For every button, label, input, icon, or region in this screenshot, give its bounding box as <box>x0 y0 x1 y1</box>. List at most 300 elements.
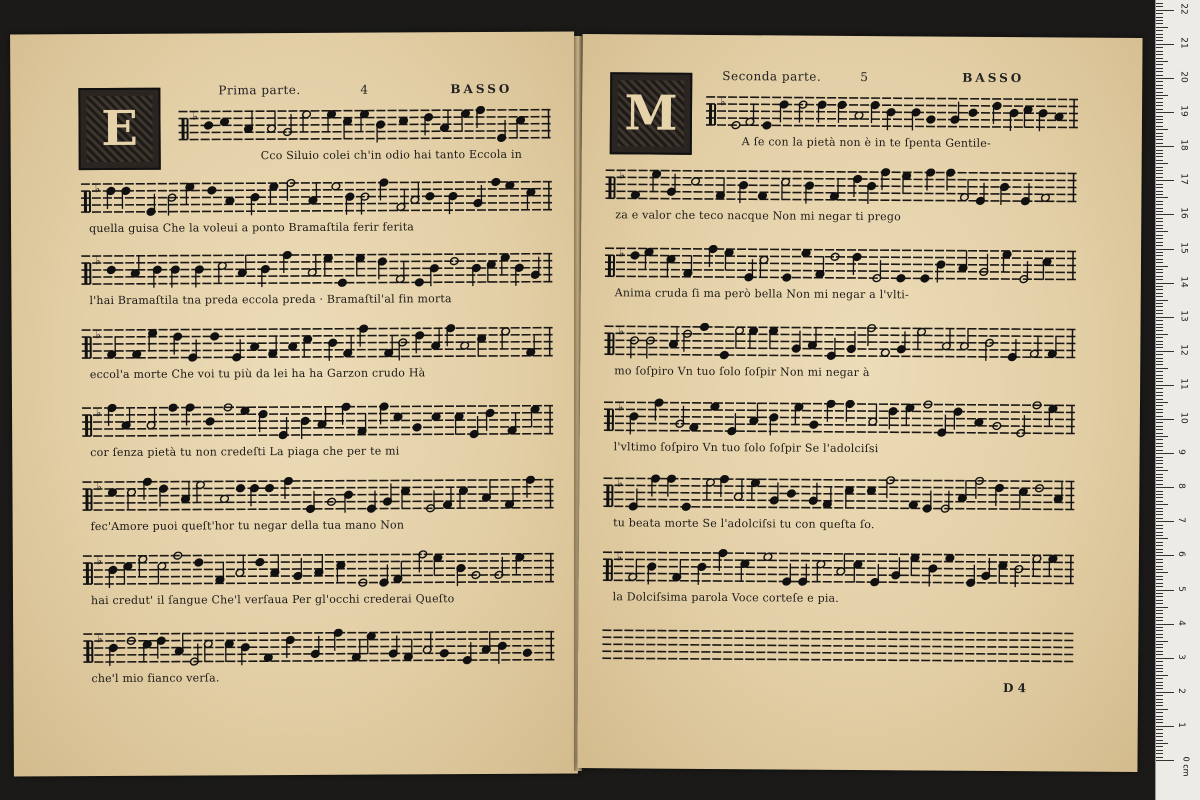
ruler-tick <box>1156 71 1163 72</box>
ruler-tick <box>1156 607 1168 608</box>
lyric-line: fec'Amore puoi queſt'hor tu negar della tua mano Non <box>90 518 405 534</box>
lyric-line: la Dolciſsima parola Voce corteſe e pia. <box>612 590 840 605</box>
ruler-tick <box>1156 81 1163 82</box>
ruler-number: 21 <box>1178 37 1189 49</box>
ruler-unit-label: 0 cm <box>1181 756 1191 777</box>
svg-text:♭: ♭ <box>96 554 103 568</box>
page-number: 5 <box>860 69 869 85</box>
music-staff <box>83 550 555 592</box>
music-staff <box>706 93 1078 136</box>
ruler-tick <box>1156 208 1163 209</box>
music-staff <box>82 324 554 366</box>
ruler-tick <box>1156 740 1163 741</box>
ruler-number: 10 <box>1178 412 1189 424</box>
ruler-tick <box>1156 579 1163 580</box>
ruler-tick <box>1156 460 1163 461</box>
music-staff <box>82 476 554 518</box>
ruler-tick <box>1156 729 1163 730</box>
ruler-tick <box>1156 757 1163 758</box>
ruler-tick <box>1156 160 1163 161</box>
ruler-tick <box>1156 583 1163 584</box>
ruler-number: 13 <box>1178 309 1189 322</box>
ruler-tick <box>1156 266 1168 267</box>
ruler-tick <box>1156 562 1163 563</box>
ruler-tick <box>1156 474 1163 475</box>
ruler-tick <box>1156 378 1163 379</box>
ruler-tick <box>1156 572 1168 573</box>
ruler-tick <box>1156 627 1163 628</box>
ruler-tick <box>1156 688 1163 689</box>
ruler-tick <box>1156 419 1174 420</box>
ruler-tick <box>1156 173 1163 174</box>
ruler-tick <box>1156 644 1163 645</box>
ruler-tick <box>1156 569 1163 570</box>
ruler-tick <box>1156 491 1163 492</box>
ruler-tick <box>1156 647 1163 648</box>
ruler-tick <box>1156 630 1163 631</box>
ruler-tick <box>1156 259 1163 260</box>
ruler-number: 9 <box>1175 449 1186 455</box>
ruler-tick <box>1156 17 1163 18</box>
ruler-tick <box>1156 289 1163 290</box>
ruler-tick <box>1156 436 1168 437</box>
ruler-tick <box>1156 146 1174 147</box>
ruler-tick <box>1156 610 1163 611</box>
ruler-tick <box>1156 388 1163 389</box>
ruler-number: 16 <box>1178 207 1189 220</box>
ruler-tick <box>1156 501 1163 502</box>
ruler-tick <box>1156 98 1163 99</box>
ruler-number: 12 <box>1178 344 1189 356</box>
ruler-tick <box>1156 429 1163 430</box>
ruler-tick <box>1156 354 1163 355</box>
ruler-tick <box>1156 64 1163 65</box>
ruler-tick <box>1156 133 1163 134</box>
lyric-line: Cco Siluio colei ch'in odio hai tanto Eccola in <box>260 147 523 163</box>
music-staff <box>604 322 1076 365</box>
ruler-tick <box>1156 272 1163 273</box>
ruler-tick <box>1156 262 1163 263</box>
ruler-tick <box>1156 30 1163 31</box>
ruler-tick <box>1156 620 1163 621</box>
ruler-tick <box>1156 385 1174 386</box>
ruler-tick <box>1156 364 1163 365</box>
ruler-tick <box>1156 68 1163 69</box>
ruler-tick <box>1156 58 1163 59</box>
ruler-tick <box>1156 371 1163 372</box>
ruler-tick <box>1156 525 1163 526</box>
ruler-tick <box>1156 405 1163 406</box>
ruler-tick <box>1156 470 1168 471</box>
ruler-tick <box>1156 341 1163 342</box>
lyric-line: quella guisa Che la voleui a ponto Bramaſtila ferir ferita <box>89 220 415 236</box>
ruler-tick <box>1156 665 1163 666</box>
ruler-tick <box>1156 225 1163 226</box>
ruler-tick <box>1156 450 1163 451</box>
ruler-tick <box>1156 197 1168 198</box>
svg-text:♭: ♭ <box>618 324 624 338</box>
measuring-ruler <box>1155 0 1200 800</box>
lyric-line: A ſe con la pietà non è in te ſpenta Gentile- <box>741 135 991 150</box>
ruler-tick <box>1156 105 1163 106</box>
ruler-tick <box>1156 637 1163 638</box>
ruler-tick <box>1156 276 1163 277</box>
ruler-tick <box>1156 351 1174 352</box>
page-number: 4 <box>360 82 369 97</box>
ruler-tick <box>1156 668 1163 669</box>
ruler-tick <box>1156 170 1163 171</box>
ruler-tick <box>1156 746 1163 747</box>
svg-text:♭: ♭ <box>618 246 625 260</box>
ruler-tick <box>1156 552 1163 553</box>
ruler-tick <box>1156 433 1163 434</box>
ruler-tick <box>1156 702 1163 703</box>
ruler-tick <box>1156 324 1163 325</box>
ruler-tick <box>1156 518 1163 519</box>
ruler-tick <box>1156 634 1163 635</box>
ruler-tick <box>1156 61 1168 62</box>
svg-text:♭: ♭ <box>720 95 726 109</box>
ruler-tick <box>1156 392 1163 393</box>
ruler-tick <box>1156 112 1174 113</box>
ruler-tick <box>1156 116 1163 117</box>
ruler-tick <box>1156 695 1163 696</box>
ruler-tick <box>1156 102 1163 103</box>
ruler-tick <box>1156 743 1168 744</box>
ruler-tick <box>1156 296 1163 297</box>
ruler-tick <box>1156 457 1163 458</box>
music-staff <box>605 244 1077 287</box>
ruler-tick <box>1156 709 1168 710</box>
ruler-tick <box>1156 705 1163 706</box>
ruler-tick <box>1156 238 1163 239</box>
ruler-tick <box>1156 722 1163 723</box>
part-label: Seconda parte. <box>722 69 822 84</box>
ruler-tick <box>1156 555 1174 556</box>
ruler-tick <box>1156 480 1163 481</box>
lyric-line: l'vltimo ſoſpiro Vn tuo ſolo ſoſpir Se l'adolciſsi <box>613 440 879 456</box>
ruler-tick <box>1156 218 1163 219</box>
ruler-tick <box>1156 613 1163 614</box>
music-staff <box>83 628 555 670</box>
ruler-tick <box>1156 139 1163 140</box>
ruler-tick <box>1156 716 1163 717</box>
ruler-tick <box>1156 293 1163 294</box>
ruler-tick <box>1156 358 1163 359</box>
lyric-line: za e valor che teco nacque Non mi negar ti prego <box>615 208 902 224</box>
ruler-tick <box>1156 10 1174 11</box>
ruler-tick <box>1156 88 1163 89</box>
ruler-tick <box>1156 535 1163 536</box>
music-staff <box>603 474 1075 517</box>
ruler-tick <box>1156 521 1174 522</box>
ruler-tick <box>1156 538 1168 539</box>
ruler-number: 7 <box>1175 517 1186 524</box>
ruler-tick <box>1156 191 1163 192</box>
voice-label: BASSO <box>450 81 513 97</box>
voice-label: BASSO <box>962 70 1025 86</box>
ruler-tick <box>1156 658 1174 659</box>
ruler-number: 8 <box>1175 483 1186 490</box>
ruler-tick <box>1156 682 1163 683</box>
ruler-tick <box>1156 313 1163 314</box>
ruler-tick <box>1156 504 1168 505</box>
ruler-tick <box>1156 426 1163 427</box>
ruler-tick <box>1156 590 1174 591</box>
ruler-tick <box>1156 235 1163 236</box>
ruler-tick <box>1156 37 1163 38</box>
svg-text:♭: ♭ <box>95 328 101 342</box>
lyric-line: cor ſenza pietà tu non credeſti La piaga che per te mi <box>90 444 400 460</box>
ruler-tick <box>1156 443 1163 444</box>
music-staff <box>604 398 1076 441</box>
ruler-tick <box>1156 641 1168 642</box>
ruler-tick <box>1156 27 1168 28</box>
ruler-tick <box>1156 153 1163 154</box>
ruler-tick <box>1156 51 1163 52</box>
ruler-tick <box>1156 214 1174 215</box>
ruler-tick <box>1156 320 1163 321</box>
lyric-line: hai credut' il ſangue Che'l verſaua Per gl'occhi crederai Queſto <box>90 592 455 608</box>
ruler-number: 14 <box>1178 275 1189 288</box>
ruler-tick <box>1156 204 1163 205</box>
ruler-tick <box>1156 306 1163 307</box>
ruler-tick <box>1156 6 1163 7</box>
ruler-tick <box>1156 593 1163 594</box>
ruler-tick <box>1156 361 1163 362</box>
svg-text:♭: ♭ <box>617 400 624 414</box>
ruler-tick <box>1156 719 1163 720</box>
ruler-tick <box>1156 586 1163 587</box>
ruler-tick <box>1156 300 1168 301</box>
ruler-tick <box>1156 44 1174 45</box>
lyric-line: Anima cruda ſi ma però bella Non mi negar a l'vlti- <box>614 286 909 302</box>
ruler-tick <box>1156 760 1174 761</box>
empty-staff <box>602 626 1074 669</box>
svg-text:♭: ♭ <box>96 480 102 494</box>
ruler-tick <box>1156 252 1163 253</box>
ruler-tick <box>1156 750 1163 751</box>
ruler-tick <box>1156 180 1174 181</box>
ruler-tick <box>1156 395 1163 396</box>
ruler-tick <box>1156 122 1163 123</box>
ruler-tick <box>1156 412 1163 413</box>
ruler-tick <box>1156 47 1163 48</box>
ruler-tick <box>1156 269 1163 270</box>
ruler-tick <box>1156 109 1163 110</box>
ruler-tick <box>1156 671 1163 672</box>
ruler-tick <box>1156 201 1163 202</box>
ruler-tick <box>1156 184 1163 185</box>
ruler-number: 11 <box>1178 378 1189 390</box>
ruler-tick <box>1156 92 1163 93</box>
ruler-tick <box>1156 678 1163 679</box>
ruler-number: 6 <box>1175 551 1186 558</box>
ruler-tick <box>1156 13 1163 14</box>
ruler-tick <box>1156 368 1168 369</box>
ruler-tick <box>1156 566 1163 567</box>
ruler-tick <box>1156 75 1163 76</box>
ruler-tick <box>1156 54 1163 55</box>
ruler-tick <box>1156 528 1163 529</box>
ruler-tick <box>1156 549 1163 550</box>
ruler-tick <box>1156 255 1163 256</box>
ruler-number: 17 <box>1178 173 1189 186</box>
ruler-tick <box>1156 699 1163 700</box>
ruler-tick <box>1156 497 1163 498</box>
ruler-tick <box>1156 532 1163 533</box>
ruler-tick <box>1156 279 1163 280</box>
ruler-tick <box>1156 487 1174 488</box>
ruler-tick <box>1156 187 1163 188</box>
ruler-tick <box>1156 409 1163 410</box>
ruler-tick <box>1156 23 1163 24</box>
svg-text:♭: ♭ <box>96 406 102 420</box>
music-staff <box>605 166 1077 209</box>
ruler-tick <box>1156 163 1168 164</box>
ruler-tick <box>1156 143 1163 144</box>
ruler-tick <box>1156 221 1163 222</box>
ruler-tick <box>1156 303 1163 304</box>
signature-mark: D 4 <box>1002 681 1026 696</box>
ruler-tick <box>1156 310 1163 311</box>
ruler-tick <box>1156 511 1163 512</box>
ruler-tick <box>1156 156 1163 157</box>
ruler-tick <box>1156 283 1174 284</box>
ruler-number: 2 <box>1175 687 1186 694</box>
ruler-tick <box>1156 402 1168 403</box>
ruler-tick <box>1156 85 1163 86</box>
ruler-number: 20 <box>1178 71 1189 83</box>
ruler-tick <box>1156 347 1163 348</box>
svg-text:♭: ♭ <box>95 254 101 268</box>
ruler-tick <box>1156 317 1174 318</box>
lyric-line: mo ſoſpiro Vn tuo ſolo ſoſpir Non mi negar à <box>614 364 870 380</box>
ruler-tick <box>1156 494 1163 495</box>
svg-text:♭: ♭ <box>617 476 623 490</box>
svg-text:♭: ♭ <box>97 632 103 646</box>
ruler-tick <box>1156 136 1163 137</box>
ruler-tick <box>1156 40 1163 41</box>
ruler-tick <box>1156 327 1163 328</box>
ruler-tick <box>1156 654 1163 655</box>
ruler-tick <box>1156 477 1163 478</box>
ruler-number: 4 <box>1175 619 1186 626</box>
ruler-tick <box>1156 249 1174 250</box>
music-staff <box>82 402 554 444</box>
ruler-tick <box>1156 726 1174 727</box>
ruler-tick <box>1156 484 1163 485</box>
ruler-tick <box>1156 600 1163 601</box>
ruler-number: 15 <box>1178 241 1189 254</box>
ruler-tick <box>1156 78 1174 79</box>
ruler-tick <box>1156 467 1163 468</box>
ruler-tick <box>1156 508 1163 509</box>
ruler-tick <box>1156 211 1163 212</box>
ruler-tick <box>1156 126 1163 127</box>
music-staff <box>603 548 1075 591</box>
ruler-tick <box>1156 675 1168 676</box>
ruler-tick <box>1156 446 1163 447</box>
ruler-number: 18 <box>1178 139 1189 151</box>
lyric-line: l'hai Bramaſtila tna preda eccola preda · Bramaſtil'al fin morta <box>89 292 452 308</box>
ruler-number: 5 <box>1175 585 1186 592</box>
music-staff <box>81 178 553 220</box>
ruler-tick <box>1156 651 1163 652</box>
ruler-tick <box>1156 334 1168 335</box>
ruler-tick <box>1156 453 1174 454</box>
ruler-tick <box>1156 95 1168 96</box>
ruler-tick <box>1156 245 1163 246</box>
ruler-tick <box>1156 559 1163 560</box>
ruler-tick <box>1156 422 1163 423</box>
ruler-tick <box>1156 375 1163 376</box>
ruler-tick <box>1156 685 1163 686</box>
ruler-tick <box>1156 194 1163 195</box>
ruler-tick <box>1156 399 1163 400</box>
ruler-tick <box>1156 381 1163 382</box>
ruler-tick <box>1156 576 1163 577</box>
ruler-tick <box>1156 286 1163 287</box>
ruler-tick <box>1156 736 1163 737</box>
svg-text:♭: ♭ <box>616 550 623 564</box>
ruler-tick <box>1156 439 1163 440</box>
ruler-tick <box>1156 228 1163 229</box>
part-label: Prima parte. <box>218 82 301 98</box>
ruler-tick <box>1156 34 1163 35</box>
ruler-tick <box>1156 545 1163 546</box>
right-page <box>577 34 1142 772</box>
ruler-tick <box>1156 242 1163 243</box>
decorated-initial-e: E <box>78 88 160 170</box>
ruler-tick <box>1156 463 1163 464</box>
ruler-tick <box>1156 596 1163 597</box>
ruler-tick <box>1156 119 1163 120</box>
decorated-initial-m: M <box>610 72 693 155</box>
ruler-tick <box>1156 617 1163 618</box>
lyric-line: che'l mio fianco verſa. <box>91 671 220 686</box>
ruler-tick <box>1156 344 1163 345</box>
music-staff <box>81 250 553 292</box>
left-page <box>10 32 578 777</box>
svg-text:♭: ♭ <box>192 109 198 123</box>
lyric-line: tu beata morte Se l'adolciſsi tu con queſta ſo. <box>613 516 875 532</box>
ruler-tick <box>1156 150 1163 151</box>
ruler-tick <box>1156 416 1163 417</box>
ruler-number: 1 <box>1175 722 1186 728</box>
ruler-tick <box>1156 661 1163 662</box>
ruler-tick <box>1156 603 1163 604</box>
ruler-tick <box>1156 542 1163 543</box>
ruler-tick <box>1156 712 1163 713</box>
ruler-tick <box>1156 624 1174 625</box>
ruler-tick <box>1156 3 1163 4</box>
ruler-tick <box>1156 167 1163 168</box>
svg-text:♭: ♭ <box>94 182 101 196</box>
ruler-tick <box>1156 733 1163 734</box>
ruler-tick <box>1156 514 1163 515</box>
ruler-number: 3 <box>1175 653 1186 660</box>
music-staff <box>178 106 552 148</box>
ruler-tick <box>1156 753 1163 754</box>
ruler-number: 19 <box>1178 105 1189 117</box>
ruler-tick <box>1156 177 1163 178</box>
ruler-tick <box>1156 692 1174 693</box>
ruler-tick <box>1156 337 1163 338</box>
svg-text:♭: ♭ <box>619 168 625 182</box>
ruler-tick <box>1156 330 1163 331</box>
ruler-tick <box>1156 231 1168 232</box>
